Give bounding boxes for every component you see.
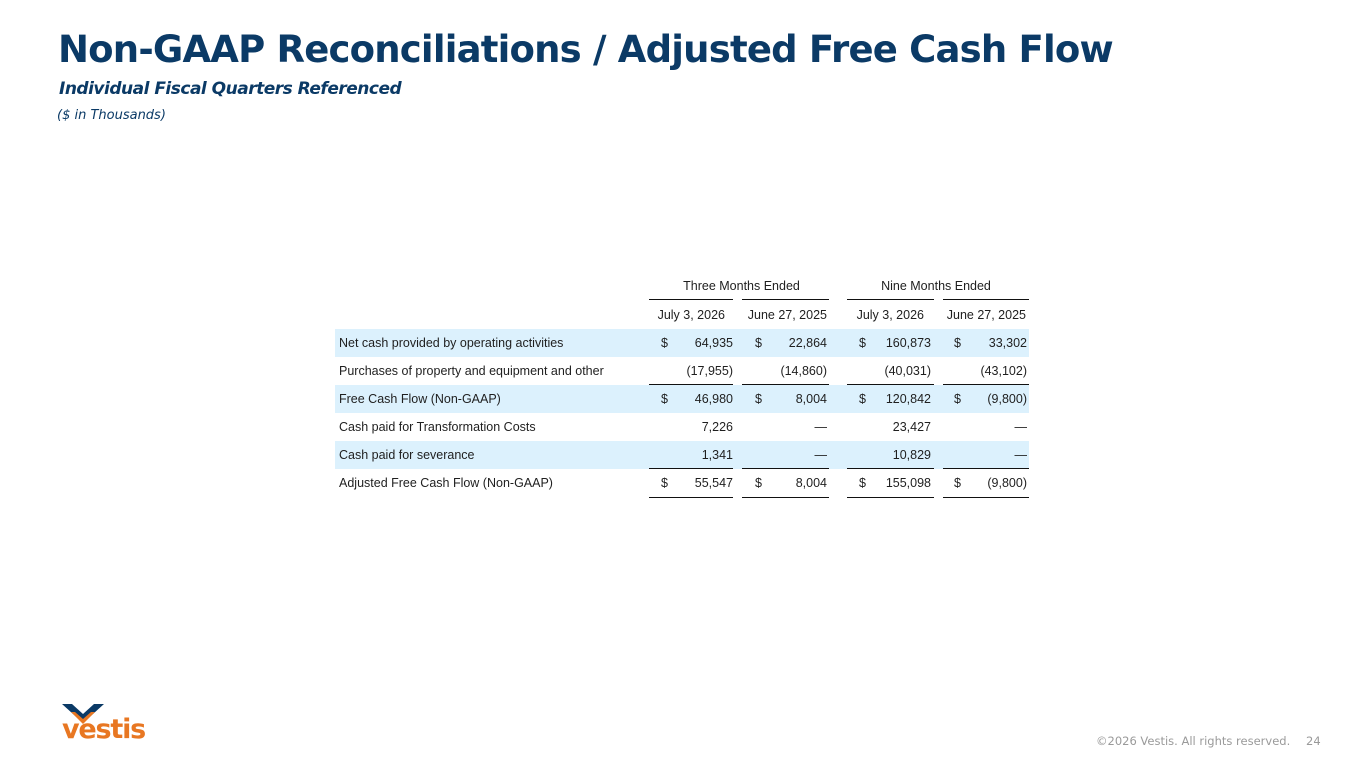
- table-cell: [854, 441, 931, 469]
- table-row: [335, 469, 1029, 497]
- cell-value: —: [814, 420, 827, 434]
- currency-symbol: $: [661, 336, 668, 350]
- currency-symbol: $: [755, 476, 762, 490]
- cell-value: 23,427: [892, 420, 931, 434]
- column-header: June 27, 2025: [747, 308, 827, 322]
- table-cell: [656, 385, 733, 413]
- table-cell: [854, 413, 931, 441]
- cell-value: 46,980: [694, 392, 733, 406]
- table-cell: [854, 469, 931, 497]
- table-cell: [656, 329, 733, 357]
- table-cell: [854, 385, 931, 413]
- table-cell: [750, 469, 827, 497]
- column-header: July 3, 2026: [657, 308, 725, 322]
- cell-value: 1,341: [701, 448, 733, 462]
- row-label: Adjusted Free Cash Flow (Non-GAAP): [339, 476, 553, 490]
- group-header-three-months: Three Months Ended: [683, 279, 800, 293]
- table-row: [335, 357, 1029, 385]
- row-label: Cash paid for severance: [339, 448, 475, 462]
- table-cell: [949, 385, 1027, 413]
- currency-symbol: $: [954, 392, 961, 406]
- group-rule: [742, 299, 829, 300]
- total-rule: [649, 497, 733, 498]
- table-cell: [854, 329, 931, 357]
- cell-value: (14,860): [780, 364, 827, 378]
- table-cell: [949, 469, 1027, 497]
- currency-symbol: $: [755, 392, 762, 406]
- units-note: ($ in Thousands): [57, 108, 166, 123]
- currency-symbol: $: [859, 476, 866, 490]
- table-cell: [656, 413, 733, 441]
- cell-value: 120,842: [885, 392, 931, 406]
- table-cell: [750, 385, 827, 413]
- group-rule: [649, 299, 733, 300]
- table-row: [335, 385, 1029, 413]
- row-label: Net cash provided by operating activities: [339, 336, 564, 350]
- currency-symbol: $: [661, 392, 668, 406]
- table-cell: [750, 357, 827, 385]
- page-title: Non-GAAP Reconciliations / Adjusted Free Cash Flow: [58, 28, 1113, 71]
- currency-symbol: $: [859, 336, 866, 350]
- table-cell: [656, 441, 733, 469]
- table-cell: [949, 357, 1027, 385]
- table-cell: [750, 441, 827, 469]
- table-row: [335, 413, 1029, 441]
- table-cell: [656, 469, 733, 497]
- cell-value: 22,864: [788, 336, 827, 350]
- page-number: 24: [1306, 734, 1321, 748]
- currency-symbol: $: [661, 476, 668, 490]
- cell-value: 10,829: [892, 448, 931, 462]
- row-label: Free Cash Flow (Non-GAAP): [339, 392, 501, 406]
- copyright-text: ©2026 Vestis. All rights reserved.: [1096, 734, 1291, 748]
- table-cell: [949, 441, 1027, 469]
- cell-value: (17,955): [686, 364, 733, 378]
- table-cell: [949, 413, 1027, 441]
- total-rule: [742, 497, 829, 498]
- currency-symbol: $: [859, 392, 866, 406]
- cell-value: —: [814, 448, 827, 462]
- cell-value: 155,098: [885, 476, 931, 490]
- cell-value: (9,800): [987, 476, 1027, 490]
- cell-value: (40,031): [884, 364, 931, 378]
- cell-value: (43,102): [980, 364, 1027, 378]
- cell-value: 8,004: [795, 392, 827, 406]
- row-label: Purchases of property and equipment and other: [339, 364, 604, 378]
- cell-value: 7,226: [701, 420, 733, 434]
- table-cell: [750, 329, 827, 357]
- cell-value: 160,873: [885, 336, 931, 350]
- cell-value: 64,935: [694, 336, 733, 350]
- row-label: Cash paid for Transformation Costs: [339, 420, 536, 434]
- cell-value: —: [1014, 420, 1027, 434]
- total-rule: [847, 497, 934, 498]
- page-subtitle: Individual Fiscal Quarters Referenced: [59, 79, 402, 99]
- currency-symbol: $: [954, 476, 961, 490]
- group-header-nine-months: Nine Months Ended: [881, 279, 991, 293]
- table-cell: [750, 413, 827, 441]
- cell-value: (9,800): [987, 392, 1027, 406]
- cell-value: —: [1014, 448, 1027, 462]
- currency-symbol: $: [954, 336, 961, 350]
- cell-value: 8,004: [795, 476, 827, 490]
- cell-value: 55,547: [694, 476, 733, 490]
- table-cell: [949, 329, 1027, 357]
- table-cell: [656, 357, 733, 385]
- group-rule: [847, 299, 934, 300]
- total-rule: [943, 497, 1029, 498]
- table-cell: [854, 357, 931, 385]
- currency-symbol: $: [755, 336, 762, 350]
- vestis-logo-wordmark: vestis: [62, 714, 146, 745]
- group-rule: [943, 299, 1029, 300]
- table-row: [335, 329, 1029, 357]
- column-header: June 27, 2025: [946, 308, 1026, 322]
- cell-value: 33,302: [988, 336, 1027, 350]
- table-row: [335, 441, 1029, 469]
- column-header: July 3, 2026: [856, 308, 924, 322]
